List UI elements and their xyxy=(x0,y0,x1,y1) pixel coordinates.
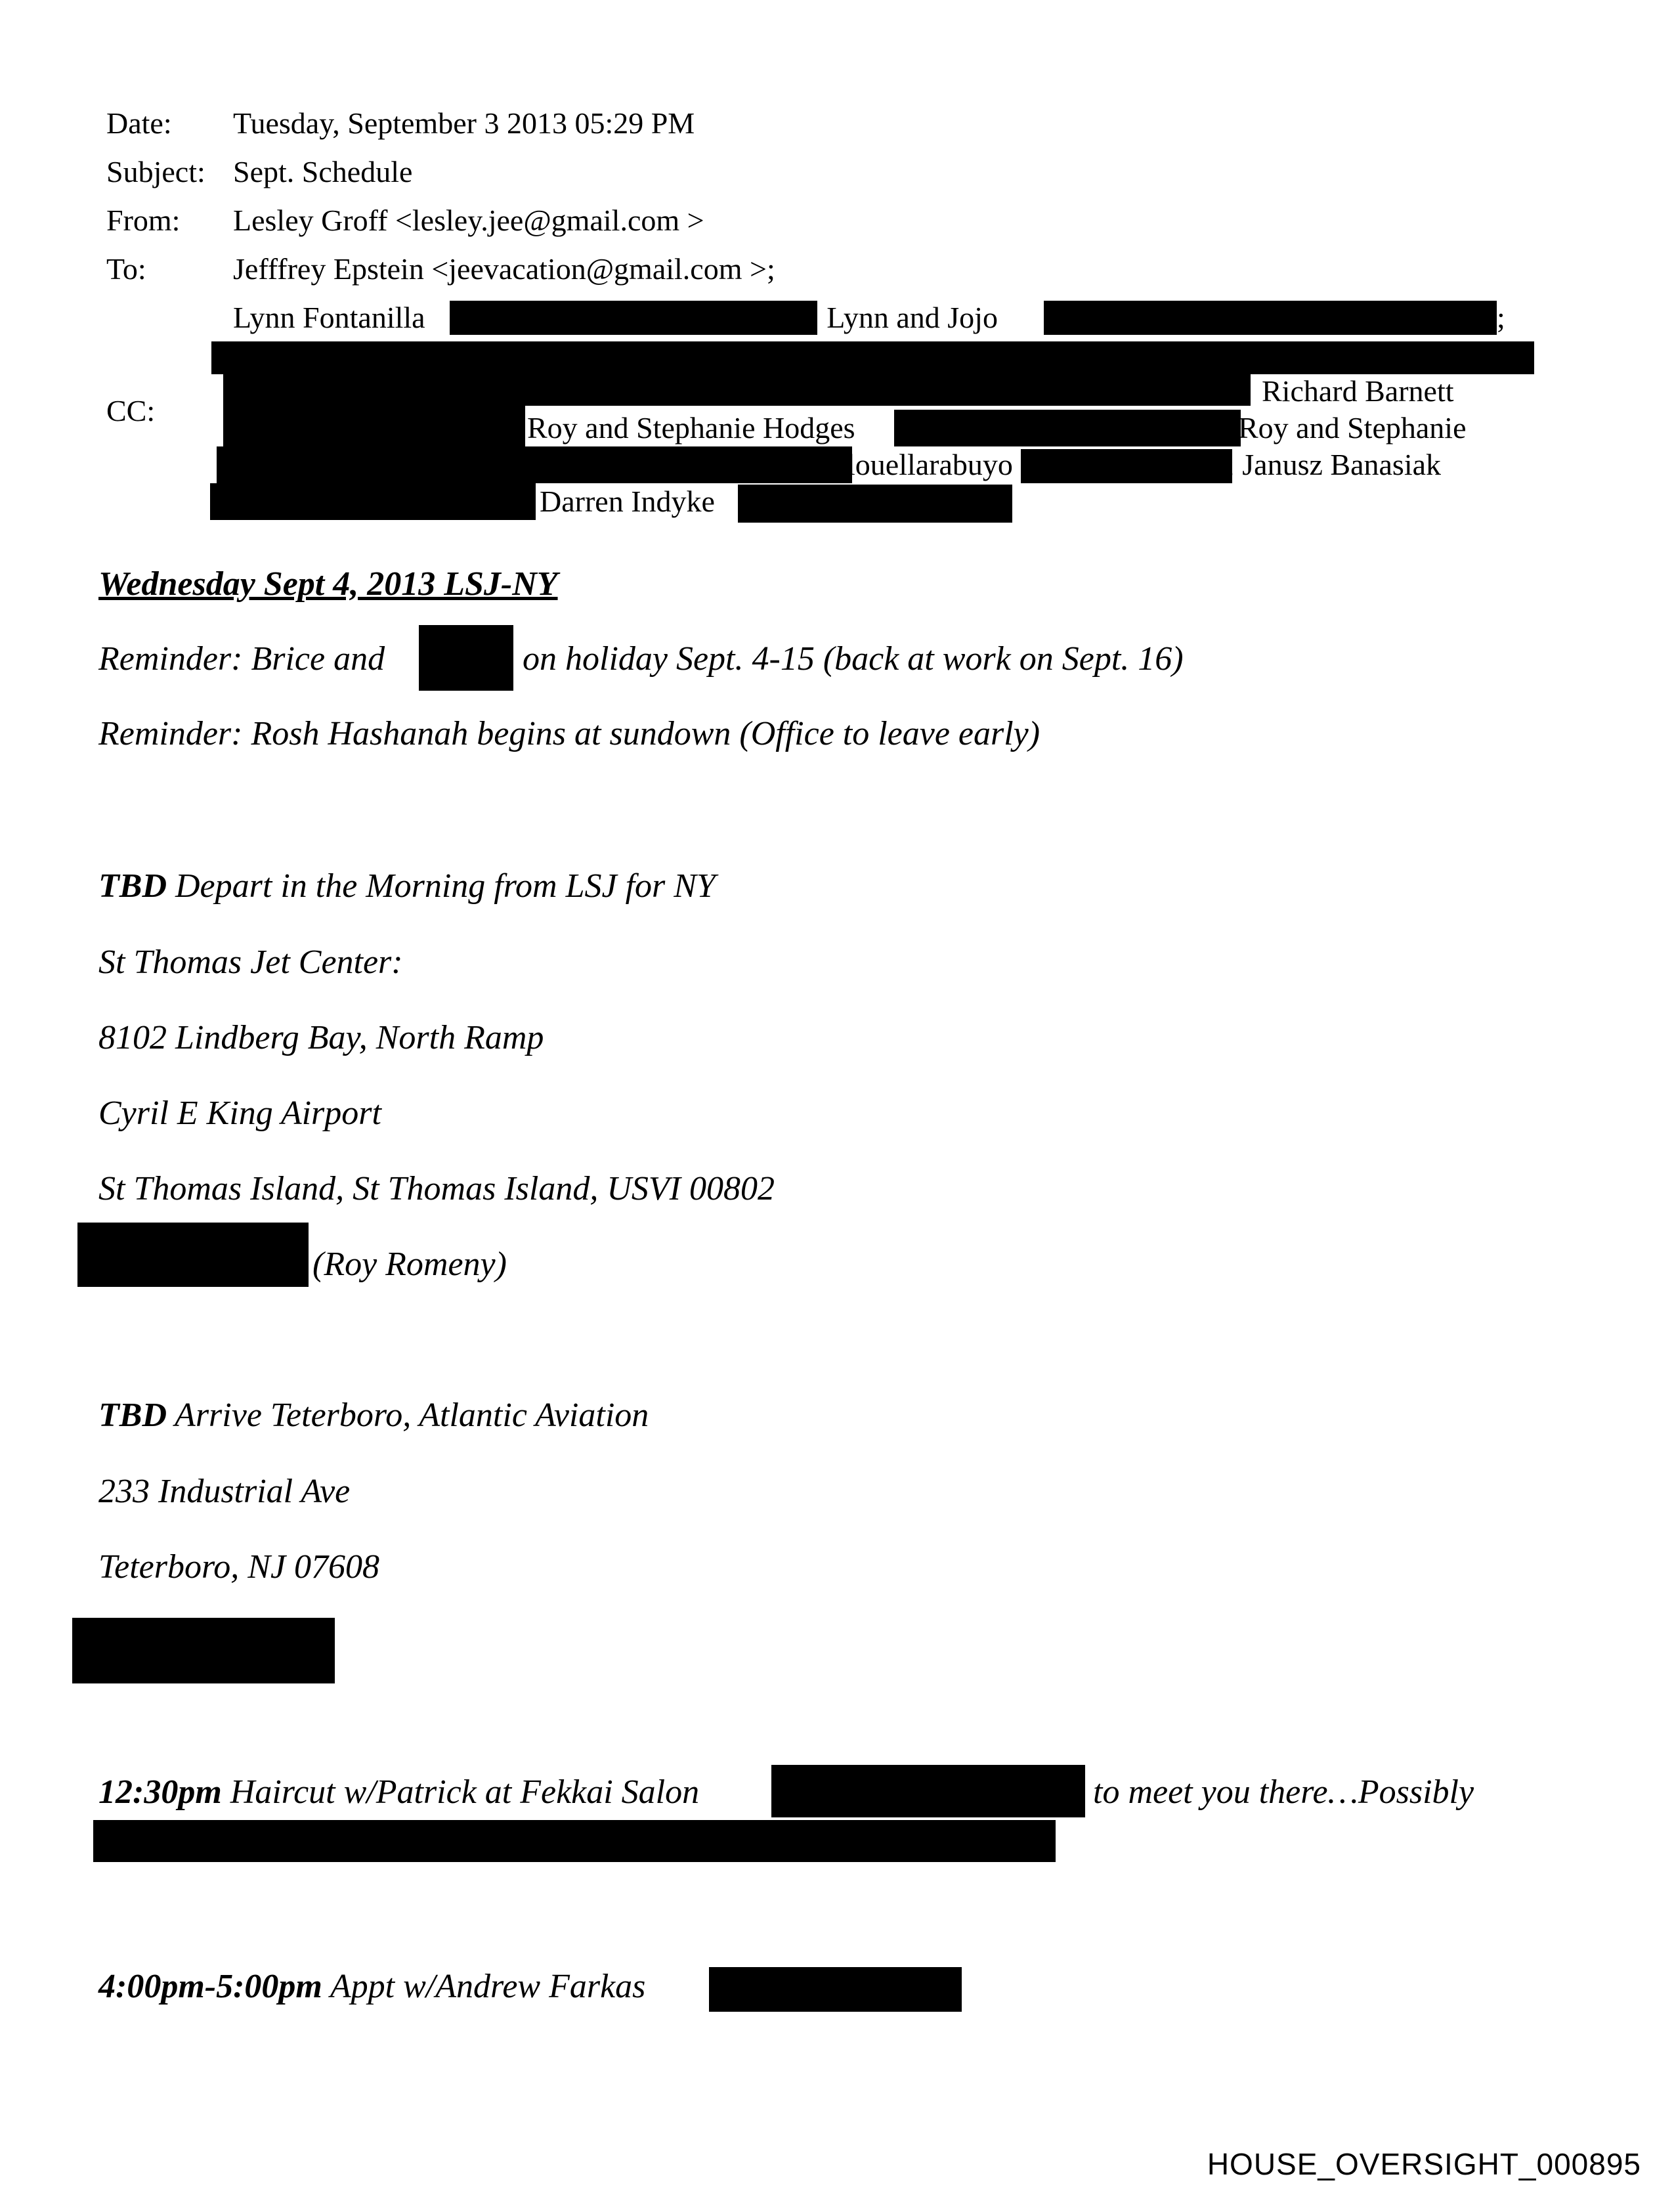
to-value: Jefffrey Epstein <jeevacation@gmail.com >; xyxy=(233,252,775,286)
appt-description: Appt w/Andrew Farkas xyxy=(322,1968,646,2005)
haircut-description: Haircut w/Patrick at Fekkai Salon xyxy=(221,1773,700,1811)
depart-contact: (Roy Romeny) xyxy=(312,1246,507,1283)
redaction xyxy=(771,1765,1085,1817)
redaction xyxy=(210,483,536,520)
reminder-holiday-start: Reminder: Brice and xyxy=(98,640,385,678)
redaction xyxy=(223,406,525,449)
redaction xyxy=(738,485,1012,523)
date-label: Date: xyxy=(106,106,172,140)
arrive-address-2: Teterboro, NJ 07608 xyxy=(98,1548,380,1586)
arrive-entry xyxy=(98,1395,649,1437)
haircut-rest: to meet you there…Possibly xyxy=(1093,1773,1474,1811)
redaction xyxy=(72,1618,335,1683)
from-label: From: xyxy=(106,204,181,237)
to-recipient-lynn-jojo: ; Lynn and Jojo xyxy=(811,301,998,334)
cc-darren-indyke: Darren Indyke xyxy=(540,485,715,518)
cc-roy-stephanie-hodges: Roy and Stephanie Hodges xyxy=(527,411,855,445)
subject-value: Sept. Schedule xyxy=(233,155,413,188)
bates-number: HOUSE_OVERSIGHT_000895 xyxy=(1207,2147,1641,2181)
depart-address-3: Cyril E King Airport xyxy=(98,1095,381,1132)
depart-address-1: St Thomas Jet Center: xyxy=(98,943,403,981)
redaction xyxy=(217,446,852,483)
redaction xyxy=(223,374,1251,406)
depart-entry xyxy=(98,865,716,907)
cc-janusz-banasiak: ; Janusz Banasiak xyxy=(1226,448,1442,481)
arrive-address-1: 233 Industrial Ave xyxy=(98,1473,351,1510)
to-label: To: xyxy=(106,252,146,286)
date-value: Tuesday, September 3 2013 05:29 PM xyxy=(233,106,695,140)
depart-address-2: 8102 Lindberg Bay, North Ramp xyxy=(98,1019,544,1056)
redaction xyxy=(709,1967,962,2012)
depart-time: TBD xyxy=(98,867,167,905)
reminder-rosh-hashanah: Reminder: Rosh Hashanah begins at sundown (Office to leave early) xyxy=(98,715,1041,752)
arrive-time: TBD xyxy=(98,1397,167,1434)
arrive-description: Arrive Teterboro, Atlantic Aviation xyxy=(167,1397,649,1434)
redaction xyxy=(450,301,817,335)
redaction xyxy=(1021,449,1232,483)
cc-richard-barnett: Richard Barnett xyxy=(1262,374,1454,408)
subject-label: Subject: xyxy=(106,155,205,188)
redaction xyxy=(93,1820,1056,1862)
depart-address-4: St Thomas Island, St Thomas Island, USVI 00802 xyxy=(98,1170,775,1207)
reminder-holiday xyxy=(98,638,385,680)
day-heading: Wednesday Sept 4, 2013 LSJ-NY xyxy=(98,565,558,603)
redaction xyxy=(894,410,1241,446)
to-separator: ; xyxy=(1497,301,1505,334)
cc-roy-stephanie: Roy and Stephanie xyxy=(1238,411,1467,445)
redaction xyxy=(77,1223,309,1287)
depart-description: Depart in the Morning from LSJ for NY xyxy=(167,867,716,905)
cc-louella: louellarabuyo xyxy=(847,448,1013,481)
redaction xyxy=(211,341,1534,374)
redaction xyxy=(1044,301,1497,335)
from-value: Lesley Groff <lesley.jee@gmail.com > xyxy=(233,204,704,237)
redaction xyxy=(419,625,513,691)
appt-entry xyxy=(98,1966,645,2008)
to-recipient-lynn: Lynn Fontanilla xyxy=(233,301,425,334)
reminder-holiday-end: on holiday Sept. 4-15 (back at work on Sept. 16) xyxy=(523,640,1184,678)
appt-time: 4:00pm-5:00pm xyxy=(98,1968,322,2005)
haircut-entry xyxy=(98,1771,699,1813)
haircut-time: 12:30pm xyxy=(98,1773,222,1811)
cc-label: CC: xyxy=(106,394,156,427)
